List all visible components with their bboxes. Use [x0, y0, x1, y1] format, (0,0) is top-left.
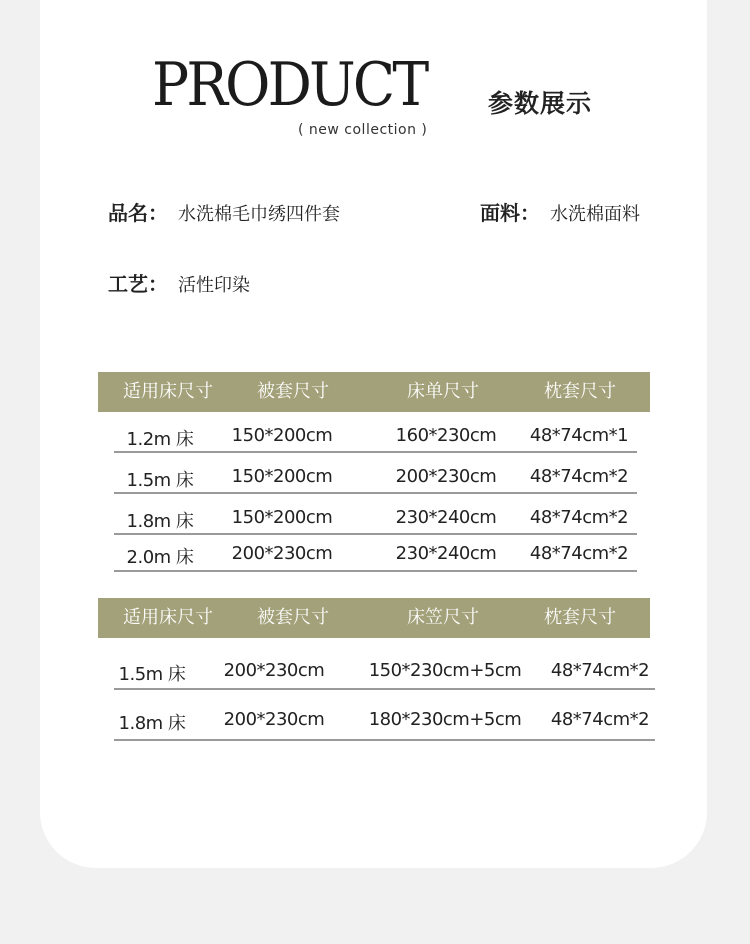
- row-divider: [114, 688, 655, 690]
- table-cell: 150*200cm: [231, 425, 333, 446]
- attr-fabric: [480, 197, 640, 226]
- row-divider: [114, 492, 637, 494]
- table-cell: 48*74cm*1: [529, 425, 629, 446]
- table2-header: [98, 598, 650, 638]
- col-header: 被套尺寸: [257, 381, 329, 402]
- table-cell: 1.8m 床: [126, 511, 194, 532]
- table-cell: 230*240cm: [395, 507, 497, 528]
- table-cell: 150*200cm: [231, 507, 333, 528]
- table-cell: 48*74cm*2: [529, 466, 629, 487]
- table-cell: 200*230cm: [223, 660, 325, 681]
- table-cell: 2.0m 床: [126, 547, 194, 568]
- table-cell: 1.8m 床: [118, 713, 186, 734]
- table-cell: 48*74cm*2: [529, 543, 629, 564]
- row-divider: [114, 451, 637, 453]
- table-cell: 180*230cm+5cm: [368, 709, 522, 730]
- row-divider: [114, 739, 655, 741]
- table-cell: 48*74cm*2: [529, 507, 629, 528]
- table-cell: 200*230cm: [231, 543, 333, 564]
- table-cell: 200*230cm: [223, 709, 325, 730]
- attr-value: 活性印染: [178, 275, 250, 296]
- row-divider: [114, 533, 637, 535]
- col-header: 被套尺寸: [257, 607, 329, 628]
- table-cell: 160*230cm: [395, 425, 497, 446]
- col-header: 床笠尺寸: [407, 607, 479, 628]
- table-cell: 200*230cm: [395, 466, 497, 487]
- attr-product-name: [108, 197, 340, 226]
- row-divider: [114, 570, 637, 572]
- section-title: 参数展示: [488, 89, 593, 118]
- table-cell: 1.5m 床: [118, 664, 186, 685]
- table-cell: 150*230cm+5cm: [368, 660, 522, 681]
- attr-label: 面料：: [480, 201, 540, 225]
- attr-value: 水洗棉毛巾绣四件套: [178, 204, 340, 225]
- table-cell: 1.5m 床: [126, 470, 194, 491]
- col-header: 适用床尺寸: [123, 607, 213, 628]
- table-cell: 1.2m 床: [126, 429, 194, 450]
- table-cell: 48*74cm*2: [550, 709, 650, 730]
- col-header: 枕套尺寸: [544, 381, 616, 402]
- table-cell: 230*240cm: [395, 543, 497, 564]
- subtitle: ( new collection ): [298, 122, 428, 138]
- col-header: 适用床尺寸: [123, 381, 213, 402]
- attr-label: 工艺：: [108, 272, 168, 296]
- col-header: 床单尺寸: [407, 381, 479, 402]
- table-cell: 48*74cm*2: [550, 660, 650, 681]
- attr-craft: [108, 268, 250, 297]
- table1-header: [98, 372, 650, 412]
- col-header: 枕套尺寸: [544, 607, 616, 628]
- attr-value: 水洗棉面料: [550, 204, 640, 225]
- table-cell: 150*200cm: [231, 466, 333, 487]
- attr-label: 品名：: [108, 201, 168, 225]
- brand-title: PRODUCT: [152, 50, 427, 120]
